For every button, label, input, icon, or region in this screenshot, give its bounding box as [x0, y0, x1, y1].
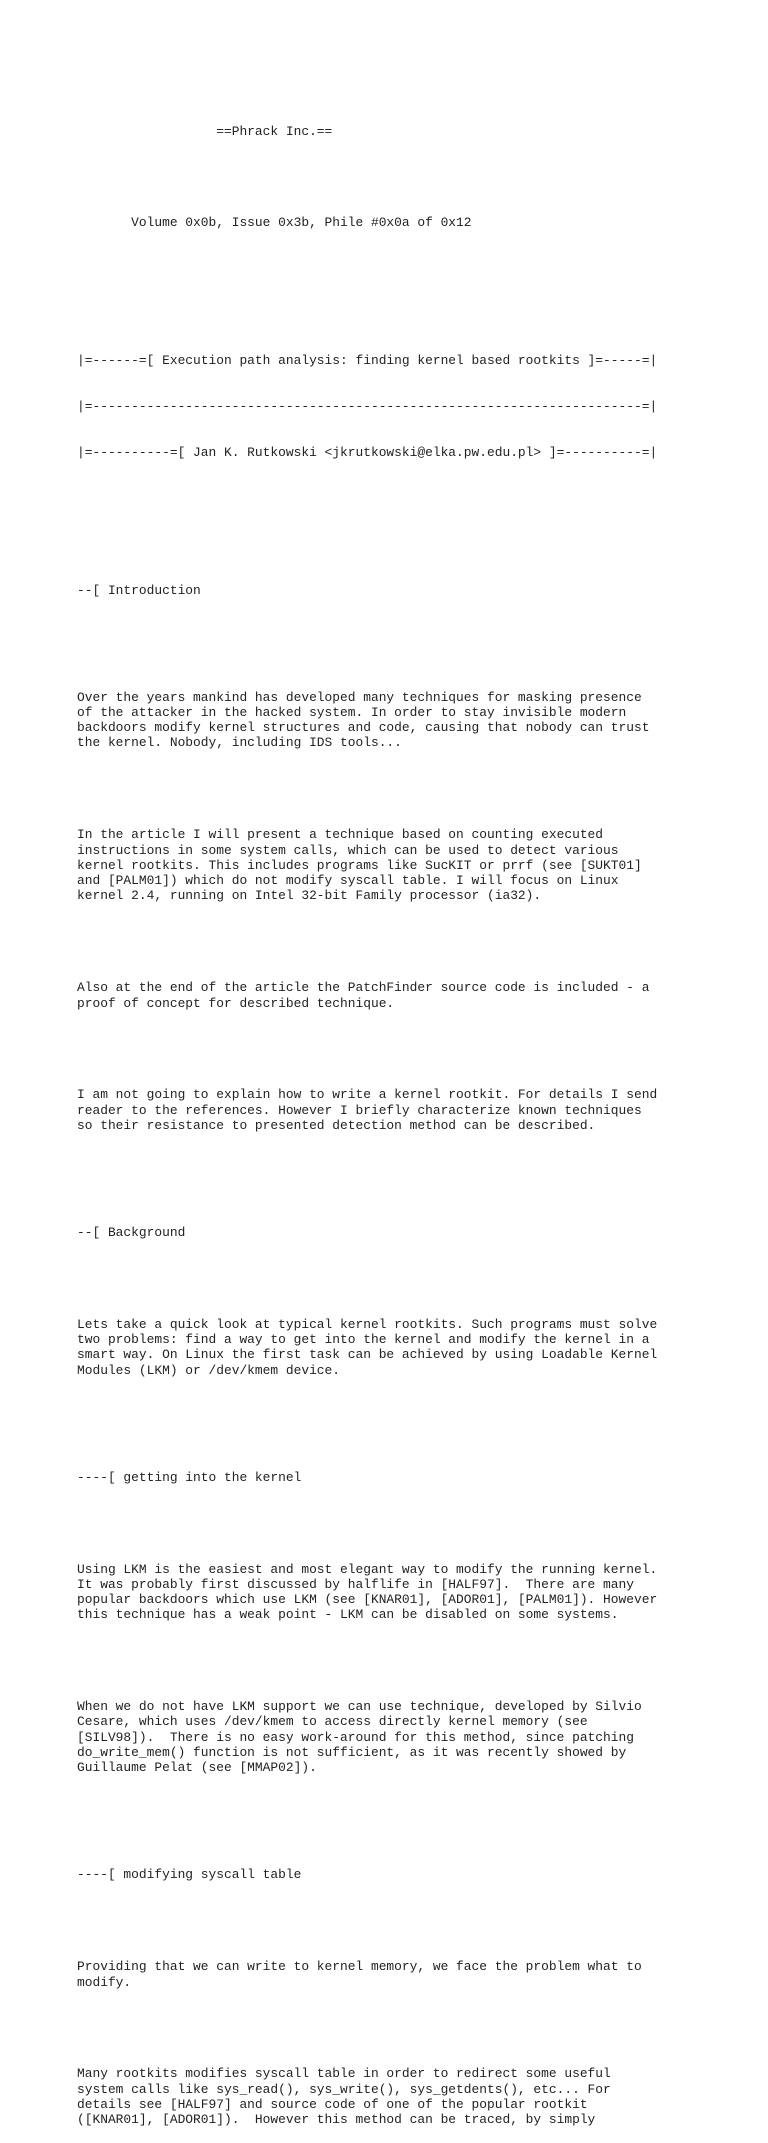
paragraph-line: do_write_mem() function is not sufficient, as it was recently showed by [77, 1745, 627, 1761]
paragraph-line: popular backdoors which use LKM (see [KNAR01], [ADOR01], [PALM01]). However [77, 1592, 658, 1608]
blank-line [77, 628, 757, 643]
blank-line [77, 307, 757, 322]
paragraph-line: and [PALM01]) which do not modify syscall table. I will focus on Linux [77, 873, 619, 889]
paragraph-line: so their resistance to presented detection method can be described. [77, 1117, 596, 1133]
paragraph-line: In the article I will present a technique based on counting executed [77, 827, 604, 843]
article-title: |=------=[ Execution path analysis: finding kernel based rootkits ]=-----=| [77, 353, 658, 369]
paragraph-line: Providing that we can write to kernel memory, we face the problem what to [77, 1959, 642, 1975]
blank-line [77, 1409, 757, 1424]
paragraph-line: of the attacker in the hacked system. In order to stay invisible modern [77, 704, 627, 720]
paragraph [77, 1087, 757, 1133]
section-heading-introduction: --[ Introduction [77, 582, 201, 598]
paragraph [77, 980, 757, 1011]
blank-line [77, 1806, 757, 1821]
subsection-heading-getting-into-kernel: ----[ getting into the kernel [77, 1469, 302, 1485]
section-heading-background: --[ Background [77, 1224, 186, 1240]
paragraph-line: kernel 2.4, running on Intel 32-bit Family processor (ia32). [77, 888, 542, 904]
paragraph-line: this technique has a weak point - LKM can be disabled on some systems. [77, 1607, 619, 1623]
magazine-name: ==Phrack Inc.== [77, 123, 333, 139]
blank-line [77, 1164, 757, 1179]
paragraph-line: [SILV98]). There is no easy work-around for this method, since patching [77, 1729, 634, 1745]
paragraph-line: kernel rootkits. This includes programs like SucKIT or prrf (see [SUKT01] [77, 857, 642, 873]
paragraph-line: instructions in some system calls, which can be used to detect various [77, 842, 619, 858]
paragraph-line: Modules (LKM) or /dev/kmem device. [77, 1362, 341, 1378]
blank-line [77, 1041, 757, 1056]
paragraph-line: Over the years mankind has developed many techniques for masking presence [77, 689, 642, 705]
paragraph-line: two problems: find a way to get into the kernel and modify the kernel in a [77, 1332, 650, 1348]
volume-line: Volume 0x0b, Issue 0x3b, Phile #0x0a of 0x12 [77, 215, 472, 231]
blank-line [77, 1913, 757, 1928]
blank-line [77, 781, 757, 796]
paragraph-line: Guillaume Pelat (see [MMAP02]). [77, 1760, 317, 1776]
blank-line [77, 537, 757, 552]
blank-line [77, 1516, 757, 1531]
subsection-heading-modifying-syscall-table: ----[ modifying syscall table [77, 1867, 302, 1883]
paragraph [77, 1562, 757, 1623]
paragraph-line: Lets take a quick look at typical kernel rootkits. Such programs must solve [77, 1316, 658, 1332]
paragraph-line: When we do not have LKM support we can use technique, developed by Silvio [77, 1699, 642, 1715]
paragraph-line: the kernel. Nobody, including IDS tools... [77, 735, 402, 751]
blank-line [77, 1271, 757, 1286]
paragraph-line: system calls like sys_read(), sys_write(), sys_getdents(), etc... For [77, 2081, 611, 2097]
paragraph [77, 690, 757, 751]
paragraph-line: smart way. On Linux the first task can be achieved by using Loadable Kernel [77, 1347, 658, 1363]
paragraph [77, 827, 757, 903]
blank-line [77, 2020, 757, 2035]
paragraph [77, 1317, 757, 1378]
paragraph [77, 1959, 757, 1990]
paragraph-line: backdoors modify kernel structures and code, causing that nobody can trust [77, 720, 650, 736]
blank-line [77, 261, 757, 276]
blank-line [77, 934, 757, 949]
paragraph-line: modify. [77, 1974, 132, 1990]
paragraph [77, 2066, 757, 2127]
blank-line [77, 1653, 757, 1668]
title-divider: |=-----------------------------------------------------------------------=| [77, 398, 658, 414]
document-page [77, 93, 757, 2143]
paragraph-line: It was probably first discussed by halflife in [HALF97]. There are many [77, 1576, 634, 1592]
paragraph-line: reader to the references. However I briefly characterize known techniques [77, 1102, 642, 1118]
paragraph-line: Also at the end of the article the PatchFinder source code is included - a [77, 980, 650, 996]
paragraph-line: details see [HALF97] and source code of one of the popular rootkit [77, 2096, 588, 2112]
paragraph-line: I am not going to explain how to write a kernel rootkit. For details I send [77, 1087, 658, 1103]
paragraph-line: Cesare, which uses /dev/kmem to access directly kernel memory (see [77, 1714, 588, 1730]
author-line: |=----------=[ Jan K. Rutkowski <jkrutkowski@elka.pw.edu.pl> ]=----------=| [77, 444, 658, 460]
blank-line [77, 491, 757, 506]
blank-line [77, 169, 757, 184]
paragraph-line: proof of concept for described technique. [77, 995, 395, 1011]
paragraph [77, 1699, 757, 1775]
paragraph-line: ([KNAR01], [ADOR01]). However this method can be traced, by simply [77, 2112, 596, 2128]
paragraph-line: Using LKM is the easiest and most elegant way to modify the running kernel. [77, 1561, 658, 1577]
paragraph-line: Many rootkits modifies syscall table in order to redirect some useful [77, 2066, 611, 2082]
